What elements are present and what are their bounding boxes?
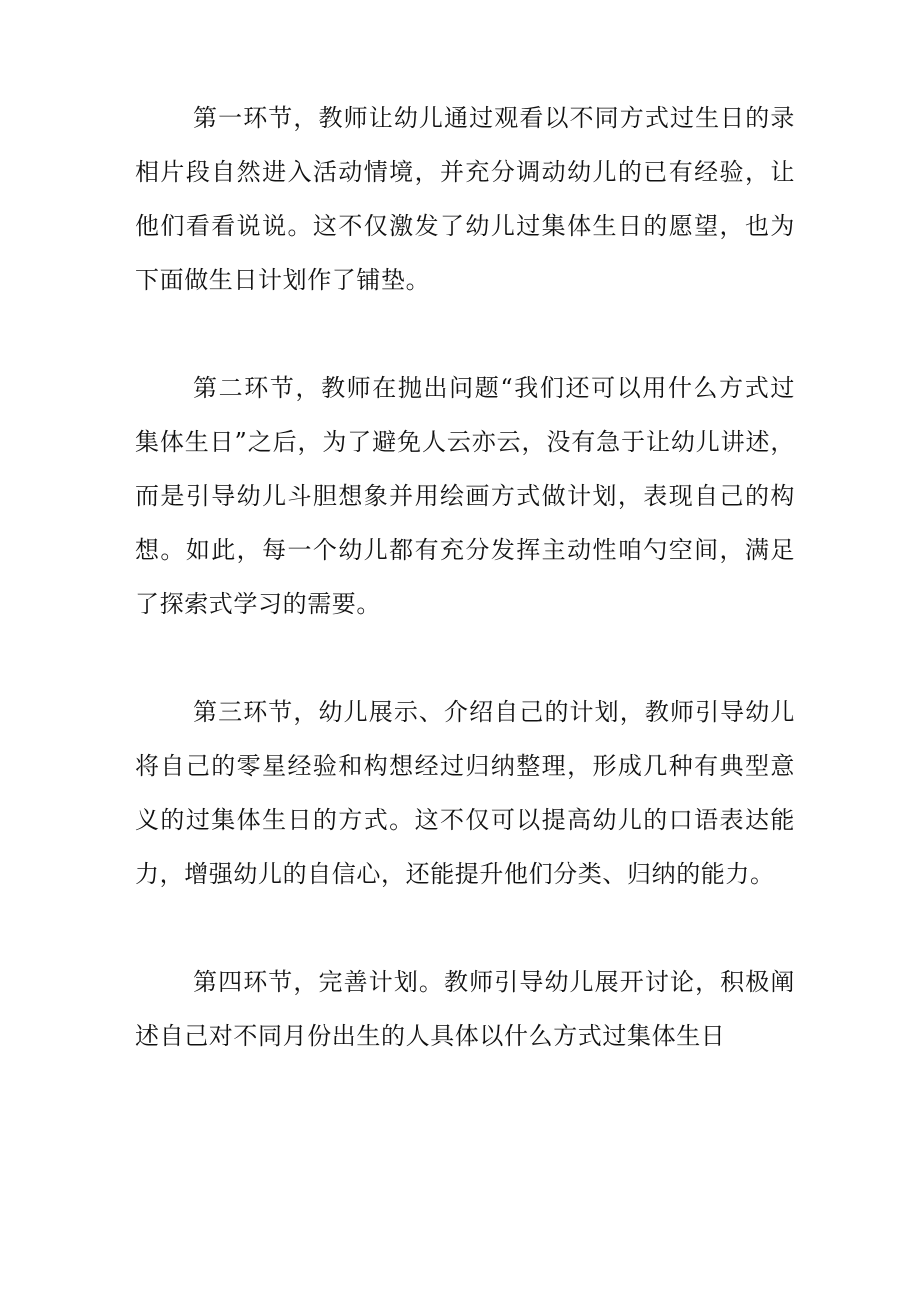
paragraph-1: 第一环节，教师让幼儿通过观看以不同方式过生日的录相片段自然进入活动情境，并充分调动幼儿的已有经验，让他们看看说说。这不仅激发了幼儿过集体生日的愿望，也为下面做生日计划作了铺垫。 [135,104,795,294]
paragraph-2: 第二环节，教师在抛出问题“我们还可以用什么方式过集体生日”之后，为了避免人云亦云，没有急于让幼儿讲述，而是引导幼儿斗胆想象并用绘画方式做计划，表现自己的构想。如此，每一个幼儿都有充分发挥主动性咱勺空间，满足了探索式学习的需要。 [135,374,795,618]
paragraph-4: 第四环节，完善计划。教师引导幼儿展开讨论，积极阐述自己对不同月份出生的人具体以什么方式过集体生日 [135,968,795,1050]
paragraph-3: 第三环节，幼儿展示、介绍自己的计划，教师引导幼儿将自己的零星经验和构想经过归纳整理，形成几种有典型意义的过集体生日的方式。这不仅可以提高幼儿的口语表达能力，增强幼儿的自信心，还能提升他们分类、归纳的能力。 [135,698,795,888]
